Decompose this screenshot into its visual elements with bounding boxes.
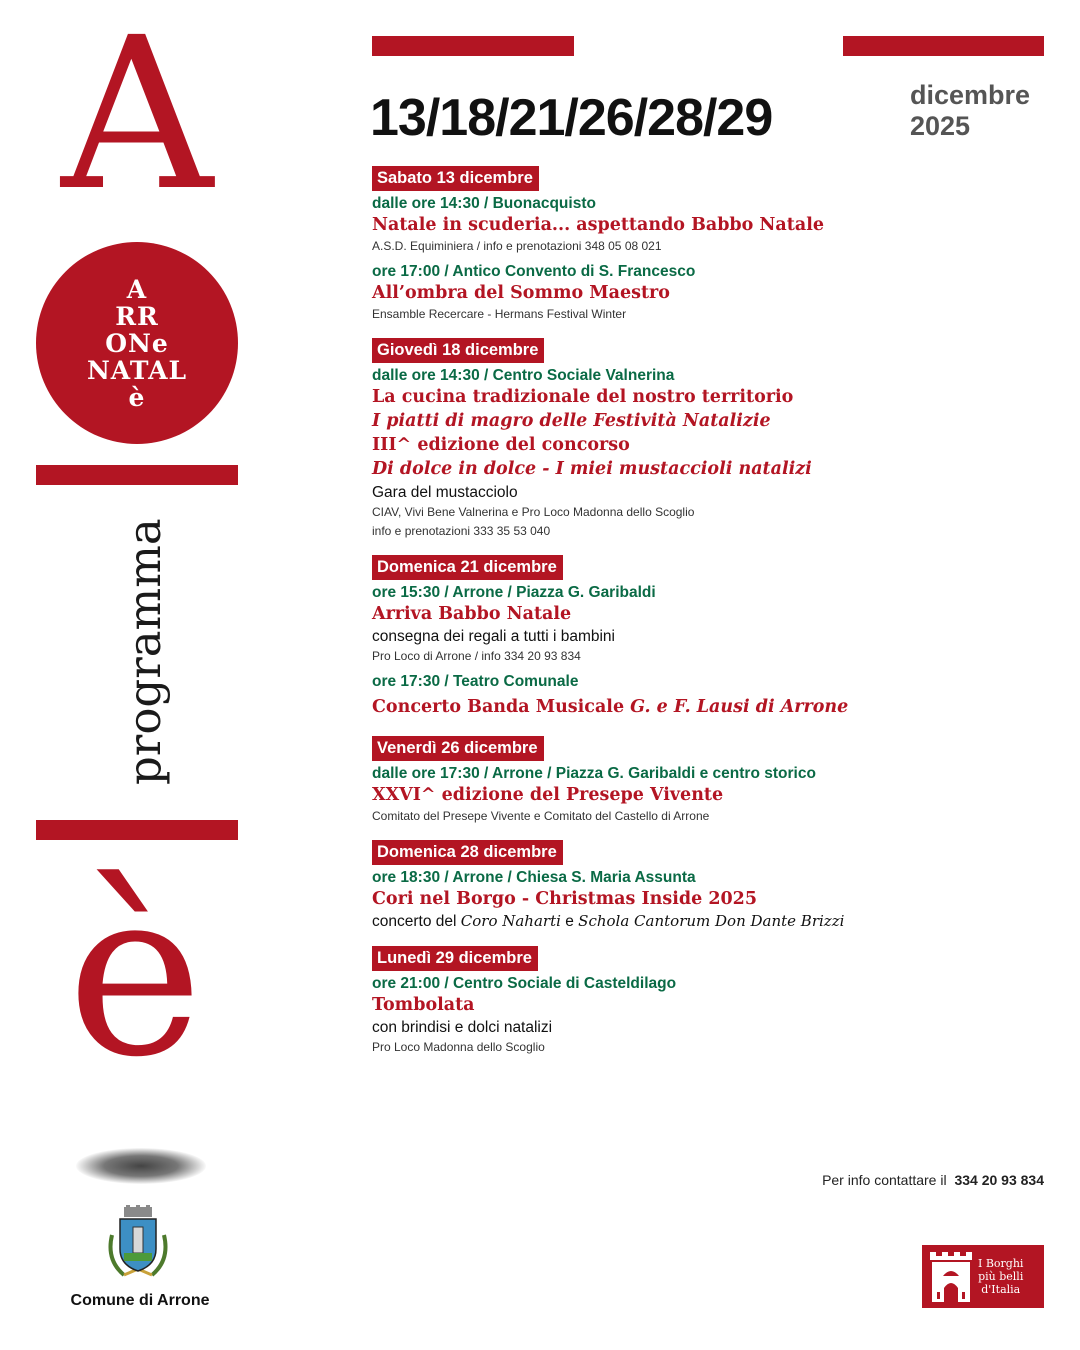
logo-line: RR [115,301,159,331]
event-title: Arriva Babbo Natale [372,604,572,624]
choir-name: Schola Cantorum Don Dante Brizzi [578,912,845,930]
event-subtitle: I piatti di magro delle Festività Natalizie [372,411,771,431]
event-organizer: Pro Loco Madonna dello Scoglio [372,1040,545,1054]
event-organizer: CIAV, Vivi Bene Valnerina e Pro Loco Madonna dello Scoglio [372,505,695,519]
event-title-contest: III^ edizione del concorso [372,435,630,455]
event-organizer: Ensamble Recercare - Hermans Festival Winter [372,307,627,321]
month-year-heading [910,80,1030,142]
contact-label: Per info contattare il [822,1172,947,1188]
programma-vertical-label: programma [118,518,171,785]
day-label: Domenica 28 dicembre [372,840,563,865]
event-item [372,672,1062,722]
borghi-text [978,1257,1023,1296]
event-title: XXVI^ edizione del Presepe Vivente [372,785,724,805]
borghi-line: d'Italia [981,1283,1021,1296]
event-item [372,974,1062,1057]
divider-bar-upper [36,465,238,485]
logo-line: ONe [105,328,169,358]
event-description: Gara del mustacciolo [372,484,518,501]
castle-icon [928,1252,974,1302]
day-section [372,338,1062,541]
event-subtitle-contest: Di dolce in dolce - I miei mustaccioli natalizi [372,459,812,479]
event-time-location: dalle ore 14:30 / Buonacquisto [372,195,596,212]
event-organizer: Pro Loco di Arrone / info 334 20 93 834 [372,649,581,663]
event-time-location: dalle ore 17:30 / Arrone / Piazza G. Garibaldi e centro storico [372,765,816,782]
year-label: 2025 [910,111,971,141]
comune-label: Comune di Arrone [70,1292,210,1309]
event-time-location: ore 18:30 / Arrone / Chiesa S. Maria Assunta [372,869,696,886]
day-section [372,166,1062,324]
event-time-location: ore 15:30 / Arrone / Piazza G. Garibaldi [372,584,656,601]
day-label: Sabato 13 dicembre [372,166,539,191]
day-section [372,555,1062,722]
day-label: Domenica 21 dicembre [372,555,563,580]
event-title: Natale in scuderia... aspettando Babbo Natale [372,215,824,235]
event-time-location: ore 17:00 / Antico Convento di S. Francesco [372,263,696,280]
event-description [372,911,1062,932]
event-item [372,194,1062,256]
event-title-band-name: G. e F. Lausi di Arrone [630,697,849,717]
top-bar-right [843,36,1044,56]
borghi-line: I Borghi [978,1257,1024,1270]
event-description: consegna dei regali a tutti i bambini [372,628,615,645]
shadow-decoration [76,1148,206,1184]
event-title: Tombolata [372,995,475,1015]
event-item [372,262,1062,324]
day-label: Giovedì 18 dicembre [372,338,544,363]
event-time-location: ore 17:30 / Teatro Comunale [372,673,579,690]
borghi-piu-belli-logo [922,1245,1044,1308]
borghi-line: più belli [978,1270,1024,1283]
day-section [372,840,1062,932]
logo-line: A [126,274,148,304]
day-label: Venerdì 26 dicembre [372,736,544,761]
big-letter-a: A [61,0,213,237]
big-letter-e-grave: è [66,841,204,1108]
desc-text: e [565,913,574,930]
contact-info [822,1172,1044,1188]
event-dates-heading: 13/18/21/26/28/29 [370,89,773,147]
event-schedule [372,166,1062,1071]
logo-line: NATAL [86,355,188,385]
event-item [372,366,1062,541]
event-time-location: ore 21:00 / Centro Sociale di Casteldilago [372,975,677,992]
event-title: La cucina tradizionale del nostro territorio [372,387,794,407]
event-title: Cori nel Borgo - Christmas Inside 2025 [372,889,758,909]
top-bar-left [372,36,574,56]
comune-crest-icon [102,1205,174,1283]
event-description: con brindisi e dolci natalizi [372,1019,553,1036]
day-section [372,946,1062,1057]
event-item [372,764,1062,826]
event-item [372,868,1062,932]
divider-bar-lower [36,820,238,840]
arrone-natale-logo [36,242,238,444]
event-title: All’ombra del Sommo Maestro [372,283,670,303]
event-item [372,583,1062,666]
event-organizer: A.S.D. Equiminiera / info e prenotazioni 348 05 08 021 [372,239,662,253]
month-label: dicembre [910,80,1031,110]
event-title [372,692,1062,722]
desc-text: concerto del [372,913,457,930]
event-booking-info: info e prenotazioni 333 35 53 040 [372,524,551,538]
choir-name: Coro Naharti [460,912,561,930]
event-title-main: Concerto Banda Musicale [372,697,625,717]
day-label: Lunedì 29 dicembre [372,946,538,971]
event-organizer: Comitato del Presepe Vivente e Comitato del Castello di Arrone [372,809,710,823]
event-time-location: dalle ore 14:30 / Centro Sociale Valnerina [372,367,675,384]
logo-line: è [128,382,146,412]
day-section [372,736,1062,826]
contact-phone: 334 20 93 834 [954,1172,1044,1188]
